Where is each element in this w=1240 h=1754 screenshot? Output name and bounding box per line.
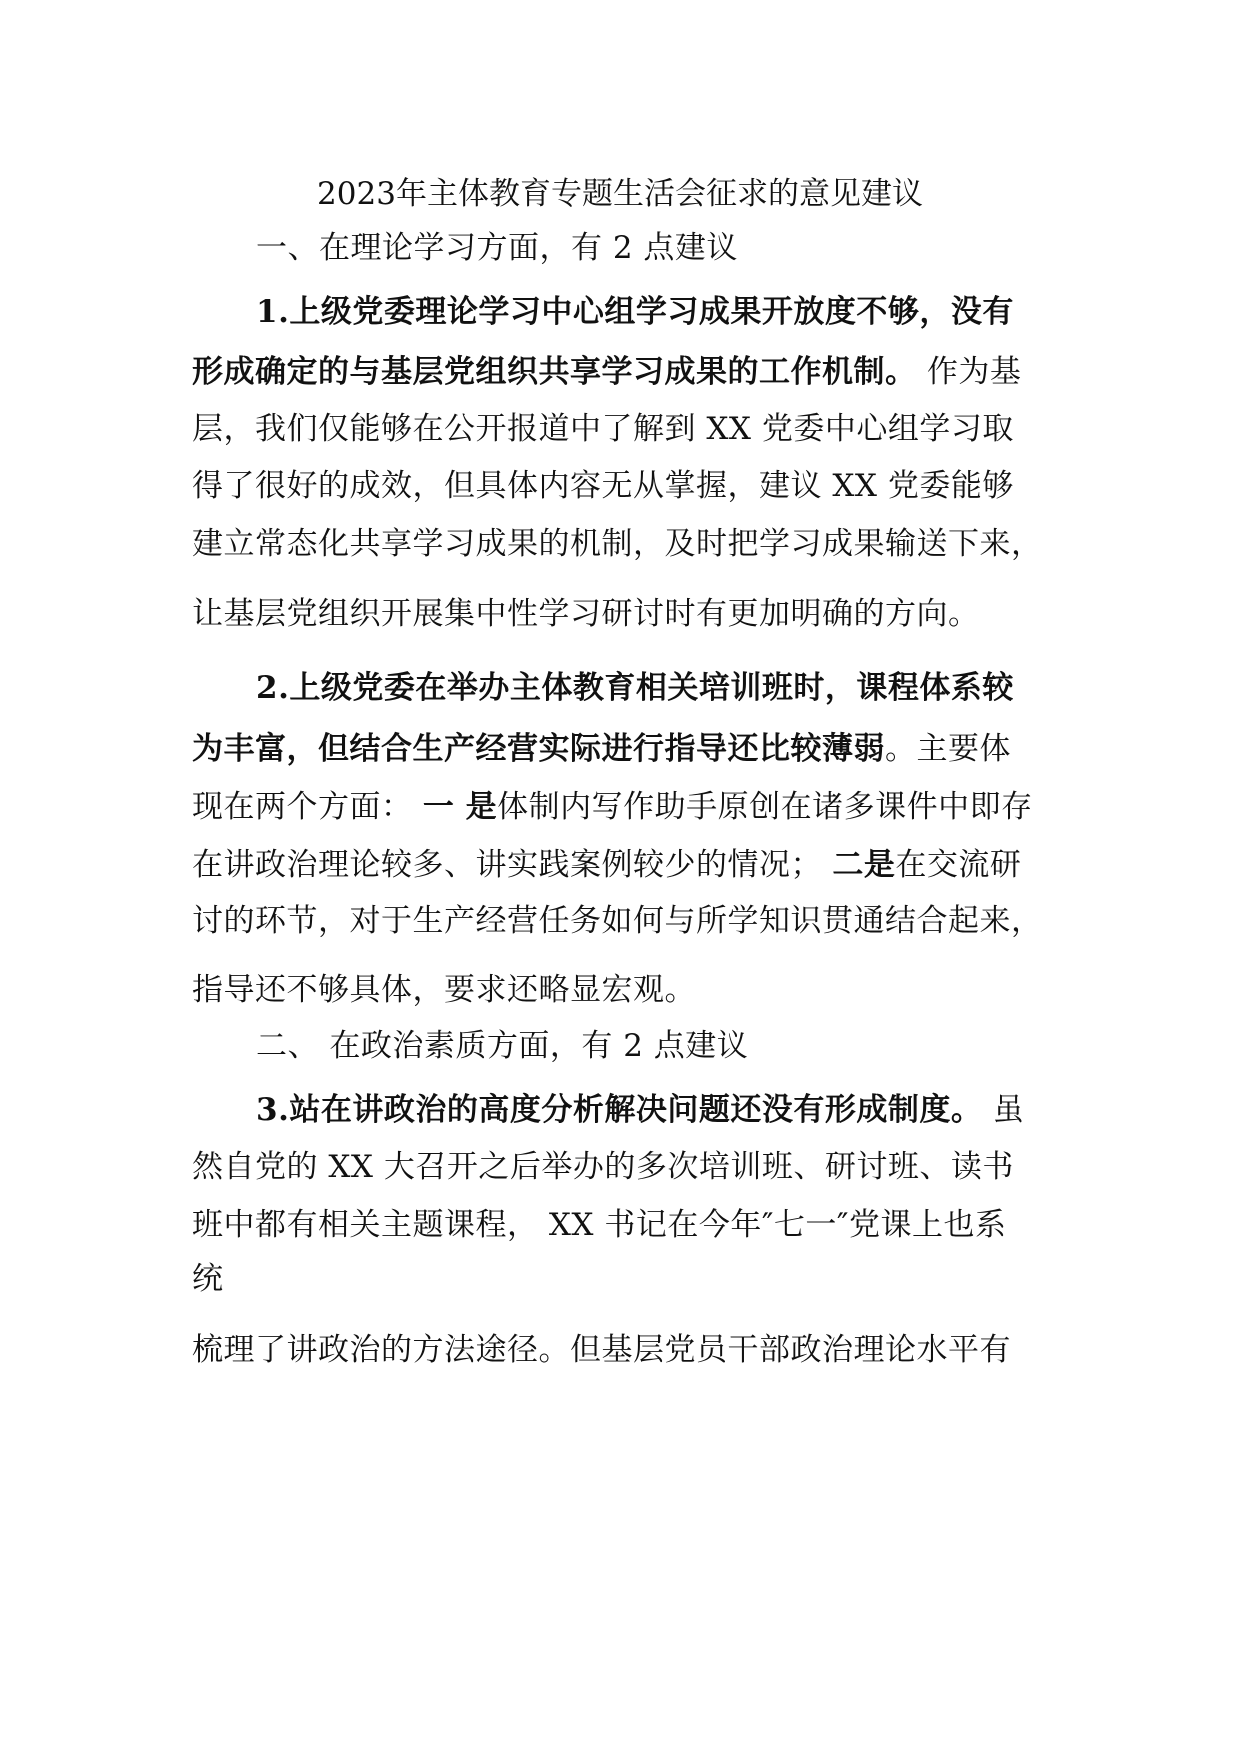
item2-bold-line2: 为丰富，但结合生产经营实际进行指导还比较薄弱: [192, 731, 885, 767]
section-heading-theory: 一、在理论学习方面，有 2 点建议: [256, 230, 738, 266]
item1-bold-line1: 1.上级党委理论学习中心组学习成果开放度不够，没有: [256, 294, 1014, 330]
item3-bold-line1: 3.站在讲政治的高度分析解决问题还没有形成制度。: [256, 1092, 983, 1128]
item1-line5: 建立常态化共享学习成果的机制，及时把学习成果输送下来，: [192, 526, 1043, 562]
item2-line4-a: 在讲政治理论较多、讲实践案例较少的情况；: [192, 847, 833, 883]
item3-line5: 梳理了讲政治的方法途径。但基层党员干部政治理论水平有: [192, 1332, 1011, 1368]
item3-line3: 班中都有相关主题课程， XX 书记在今年″七一″党课上也系: [192, 1207, 1007, 1243]
item2-line2: [192, 727, 1011, 771]
item2-line5: 讨的环节，对于生产经营任务如何与所学知识贯通结合起来，: [192, 903, 1043, 939]
item2-line3-a: 现在两个方面：: [192, 789, 423, 825]
item1-bold-line2: 形成确定的与基层党组织共享学习成果的工作机制。: [192, 354, 917, 390]
item2-line4-b: 在交流研: [895, 847, 1022, 883]
item2-line3-b: 体制内写作助手原创在诸多课件中即存: [497, 789, 1033, 825]
document-title: 2023年主体教育专题生活会征求的意见建议: [317, 176, 923, 212]
item2-line4-bold: 二是: [832, 847, 896, 883]
item3-line2: 然自党的 XX 大召开之后举办的多次培训班、研讨班、读书: [192, 1149, 1014, 1185]
item1-line2-rest: 作为基: [916, 354, 1022, 390]
item2-line3-bold: 一 是: [422, 789, 498, 825]
item3-line4: 统: [192, 1261, 224, 1297]
item3-line1: [256, 1088, 1024, 1132]
item1-line4: 得了很好的成效，但具体内容无从掌握，建议 XX 党委能够: [192, 468, 1014, 504]
item2-line3: [192, 785, 1033, 829]
section-heading-politics: 二、 在政治素质方面，有 2 点建议: [256, 1028, 749, 1064]
item2-bold-line1: 2.上级党委在举办主体教育相关培训班时，课程体系较: [256, 670, 1014, 706]
item2-line6: 指导还不够具体，要求还略显宏观。: [192, 972, 696, 1008]
item3-line1-rest: 虽: [982, 1092, 1025, 1128]
item1-line6: 让基层党组织开展集中性学习研讨时有更加明确的方向。: [192, 596, 980, 632]
item2-line4: [192, 843, 1021, 887]
item1-line2: [192, 350, 1021, 394]
item2-line2-rest: 。主要体: [885, 731, 1011, 767]
item1-line3: 层，我们仅能够在公开报道中了解到 XX 党委中心组学习取: [192, 411, 1014, 447]
